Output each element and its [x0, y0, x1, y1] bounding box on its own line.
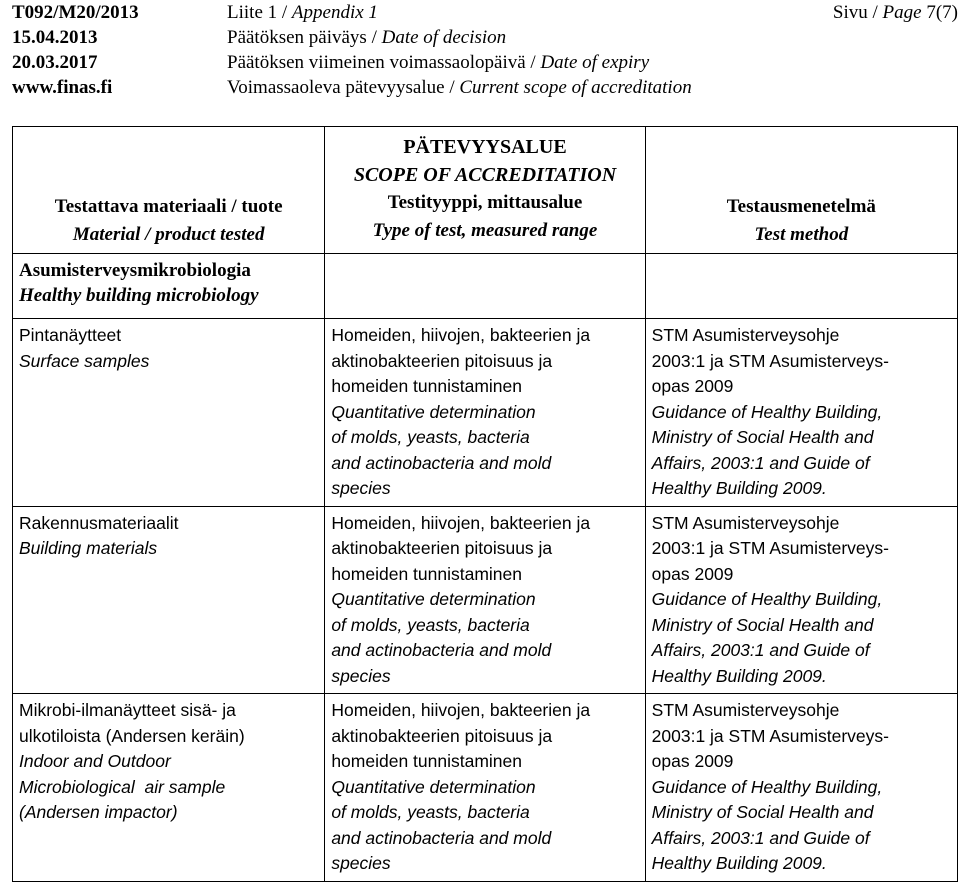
- cell-line: aktinobakteerien pitoisuus ja: [331, 725, 553, 746]
- header-center-block: [227, 0, 847, 100]
- doc-id: T092/M20/2013: [12, 2, 139, 23]
- cell-line: homeiden tunnistaminen: [331, 563, 523, 584]
- material-cell: [13, 506, 325, 694]
- cell-line: STM Asumisterveysohje: [651, 700, 840, 720]
- cell-line: and actinobacteria and mold: [331, 452, 552, 473]
- cell-line: Healthy Building 2009.: [651, 853, 827, 873]
- cell-line: homeiden tunnistaminen: [331, 376, 523, 396]
- cell-line: Ministry of Social Health and: [651, 802, 874, 822]
- expiry-date-label: Päätöksen viimeinen voimassaolopäivä / Date of expiry: [227, 52, 650, 73]
- cell-line: 2003:1 ja STM Asumisterveys-: [651, 725, 889, 746]
- table-row: [13, 694, 958, 882]
- cell-line: aktinobakteerien pitoisuus ja: [331, 350, 553, 371]
- cell-line: species: [331, 478, 391, 498]
- cell-line: Mikrobi-ilmanäytteet sisä- ja: [19, 700, 236, 720]
- cell-line: species: [331, 665, 391, 686]
- cell-line: Healthy Building 2009.: [651, 478, 827, 498]
- cell-line: Quantitative determination: [331, 401, 536, 422]
- cell-line: STM Asumisterveysohje: [651, 325, 840, 345]
- table-row: [13, 319, 958, 507]
- test-cell: [325, 319, 645, 507]
- cell-line: Quantitative determination: [331, 776, 536, 797]
- cell-line: Microbiological air sample: [19, 776, 226, 797]
- appendix-label: Liite 1 / Appendix 1: [227, 2, 378, 23]
- cell-line: Quantitative determination: [331, 589, 536, 609]
- cell-line: Homeiden, hiivojen, bakteerien ja: [331, 512, 591, 533]
- cell-line: Guidance of Healthy Building,: [651, 776, 883, 797]
- table-header-row: [13, 127, 958, 254]
- method-cell: [645, 694, 957, 882]
- cell-line: Homeiden, hiivojen, bakteerien ja: [331, 325, 591, 345]
- cell-line: Ministry of Social Health and: [651, 427, 874, 447]
- cell-line: species: [331, 853, 391, 873]
- cell-line: Affairs, 2003:1 and Guide of: [651, 827, 870, 848]
- cell-line: 2003:1 ja STM Asumisterveys-: [651, 350, 889, 371]
- material-cell: [13, 694, 325, 882]
- material-cell: [13, 319, 325, 507]
- cell-line: Affairs, 2003:1 and Guide of: [651, 640, 870, 660]
- scope-title-en: SCOPE OF ACCREDITATION: [353, 164, 617, 186]
- expiry-date: 20.03.2017: [12, 52, 98, 73]
- cell-line: and actinobacteria and mold: [331, 827, 552, 848]
- cell-line: opas 2009: [651, 751, 734, 771]
- cell-line: of molds, yeasts, bacteria: [331, 427, 530, 447]
- section-title: Asumisterveysmikrobiologia Healthy building microbiology: [13, 254, 325, 319]
- cell-line: 2003:1 ja STM Asumisterveys-: [651, 538, 889, 558]
- cell-line: and actinobacteria and mold: [331, 640, 552, 660]
- cell-line: of molds, yeasts, bacteria: [331, 802, 530, 822]
- decision-date: 15.04.2013: [12, 27, 98, 48]
- cell-line: Healthy Building 2009.: [651, 665, 827, 686]
- cell-line: opas 2009: [651, 563, 734, 584]
- cell-line: STM Asumisterveysohje: [651, 512, 840, 533]
- cell-line: Indoor and Outdoor: [19, 751, 171, 771]
- cell-line: opas 2009: [651, 376, 734, 396]
- test-cell: [325, 694, 645, 882]
- cell-line: aktinobakteerien pitoisuus ja: [331, 538, 553, 558]
- header-left-block: [12, 0, 212, 100]
- method-cell: [645, 506, 957, 694]
- header-material: Testattava materiaali / tuote Material / product tested: [13, 127, 325, 254]
- decision-date-label: Päätöksen päiväys / Date of decision: [227, 27, 507, 48]
- table-row: [13, 506, 958, 694]
- cell-line: ulkotiloista (Andersen keräin): [19, 725, 245, 746]
- cell-line: Guidance of Healthy Building,: [651, 401, 883, 422]
- website: www.finas.fi: [12, 77, 113, 98]
- page-number: Sivu / Page 7(7): [832, 2, 958, 23]
- page-header: [12, 0, 958, 100]
- cell-line: Homeiden, hiivojen, bakteerien ja: [331, 700, 591, 720]
- cell-line: Rakennusmateriaalit: [19, 512, 179, 533]
- scope-title: PÄTEVYYSALUE: [403, 136, 567, 158]
- scope-table: [12, 126, 958, 882]
- scope-label: Voimassaoleva pätevyysalue / Current scope of accreditation: [227, 77, 692, 98]
- section-row: [13, 254, 958, 319]
- cell-line: of molds, yeasts, bacteria: [331, 614, 530, 635]
- cell-line: Ministry of Social Health and: [651, 614, 874, 635]
- cell-line: Affairs, 2003:1 and Guide of: [651, 452, 870, 473]
- cell-line: Surface samples: [19, 350, 150, 371]
- cell-line: Pintanäytteet: [19, 325, 122, 345]
- method-cell: [645, 319, 957, 507]
- cell-line: (Andersen impactor): [19, 802, 178, 822]
- test-cell: [325, 506, 645, 694]
- cell-line: Guidance of Healthy Building,: [651, 589, 883, 609]
- cell-line: homeiden tunnistaminen: [331, 751, 523, 771]
- cell-line: Building materials: [19, 538, 158, 558]
- header-test-type: PÄTEVYYSALUE SCOPE OF ACCREDITATION Testityyppi, mittausalue Type of test, measured range: [325, 127, 645, 254]
- header-test-method: Testausmenetelmä Test method: [645, 127, 957, 254]
